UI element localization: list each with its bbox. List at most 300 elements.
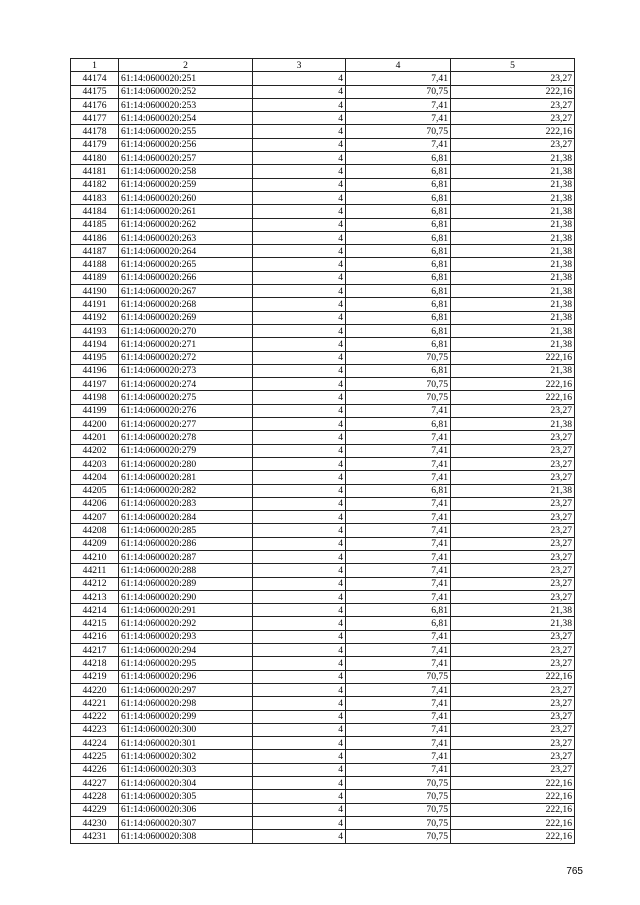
row-number-cell: 44201 bbox=[71, 431, 119, 444]
column-5-cell: 23,27 bbox=[451, 511, 575, 524]
table-row bbox=[71, 364, 575, 377]
table-row bbox=[71, 524, 575, 537]
column-3-cell: 4 bbox=[253, 205, 346, 218]
table-row bbox=[71, 85, 575, 98]
row-number-cell: 44175 bbox=[71, 85, 119, 98]
column-3-cell: 4 bbox=[253, 763, 346, 776]
column-header-3: 3 bbox=[253, 59, 346, 72]
cadastral-number-cell: 61:14:0600020:270 bbox=[119, 324, 253, 337]
table-row bbox=[71, 285, 575, 298]
table-row bbox=[71, 98, 575, 111]
cadastral-number-cell: 61:14:0600020:262 bbox=[119, 218, 253, 231]
cadastral-number-cell: 61:14:0600020:271 bbox=[119, 338, 253, 351]
table-row bbox=[71, 803, 575, 816]
column-3-cell: 4 bbox=[253, 471, 346, 484]
column-3-cell: 4 bbox=[253, 484, 346, 497]
column-3-cell: 4 bbox=[253, 165, 346, 178]
table-row bbox=[71, 590, 575, 603]
column-4-cell: 70,75 bbox=[346, 85, 451, 98]
column-4-cell: 70,75 bbox=[346, 830, 451, 843]
table-row bbox=[71, 112, 575, 125]
cadastral-number-cell: 61:14:0600020:300 bbox=[119, 723, 253, 736]
cadastral-number-cell: 61:14:0600020:292 bbox=[119, 617, 253, 630]
column-3-cell: 4 bbox=[253, 98, 346, 111]
row-number-cell: 44219 bbox=[71, 670, 119, 683]
column-5-cell: 21,38 bbox=[451, 484, 575, 497]
column-4-cell: 70,75 bbox=[346, 816, 451, 829]
column-4-cell: 7,41 bbox=[346, 763, 451, 776]
column-3-cell: 4 bbox=[253, 444, 346, 457]
column-5-cell: 23,27 bbox=[451, 750, 575, 763]
column-4-cell: 7,41 bbox=[346, 431, 451, 444]
cadastral-number-cell: 61:14:0600020:307 bbox=[119, 816, 253, 829]
row-number-cell: 44223 bbox=[71, 723, 119, 736]
column-5-cell: 23,27 bbox=[451, 723, 575, 736]
column-3-cell: 4 bbox=[253, 418, 346, 431]
row-number-cell: 44210 bbox=[71, 550, 119, 563]
column-5-cell: 23,27 bbox=[451, 644, 575, 657]
column-4-cell: 7,41 bbox=[346, 564, 451, 577]
column-4-cell: 7,41 bbox=[346, 112, 451, 125]
cadastral-number-cell: 61:14:0600020:276 bbox=[119, 404, 253, 417]
column-4-cell: 7,41 bbox=[346, 710, 451, 723]
table-row bbox=[71, 391, 575, 404]
row-number-cell: 44227 bbox=[71, 777, 119, 790]
column-4-cell: 7,41 bbox=[346, 444, 451, 457]
column-3-cell: 4 bbox=[253, 324, 346, 337]
row-number-cell: 44190 bbox=[71, 285, 119, 298]
table-row bbox=[71, 138, 575, 151]
cadastral-number-cell: 61:14:0600020:272 bbox=[119, 351, 253, 364]
cadastral-number-cell: 61:14:0600020:290 bbox=[119, 590, 253, 603]
table-row bbox=[71, 444, 575, 457]
column-5-cell: 21,38 bbox=[451, 324, 575, 337]
table-row bbox=[71, 511, 575, 524]
column-5-cell: 23,27 bbox=[451, 657, 575, 670]
table-row bbox=[71, 431, 575, 444]
column-4-cell: 7,41 bbox=[346, 511, 451, 524]
row-number-cell: 44225 bbox=[71, 750, 119, 763]
column-4-cell: 7,41 bbox=[346, 630, 451, 643]
column-4-cell: 6,81 bbox=[346, 231, 451, 244]
table-row bbox=[71, 790, 575, 803]
column-3-cell: 4 bbox=[253, 657, 346, 670]
column-3-cell: 4 bbox=[253, 777, 346, 790]
cadastral-number-cell: 61:14:0600020:302 bbox=[119, 750, 253, 763]
column-4-cell: 6,81 bbox=[346, 484, 451, 497]
column-4-cell: 6,81 bbox=[346, 271, 451, 284]
cadastral-number-cell: 61:14:0600020:258 bbox=[119, 165, 253, 178]
column-3-cell: 4 bbox=[253, 271, 346, 284]
column-5-cell: 222,16 bbox=[451, 125, 575, 138]
column-3-cell: 4 bbox=[253, 112, 346, 125]
column-4-cell: 7,41 bbox=[346, 590, 451, 603]
column-4-cell: 6,81 bbox=[346, 604, 451, 617]
column-4-cell: 7,41 bbox=[346, 737, 451, 750]
column-3-cell: 4 bbox=[253, 218, 346, 231]
row-number-cell: 44220 bbox=[71, 683, 119, 696]
row-number-cell: 44183 bbox=[71, 191, 119, 204]
table-row bbox=[71, 152, 575, 165]
row-number-cell: 44195 bbox=[71, 351, 119, 364]
cadastral-number-cell: 61:14:0600020:280 bbox=[119, 457, 253, 470]
column-5-cell: 23,27 bbox=[451, 457, 575, 470]
column-4-cell: 7,41 bbox=[346, 750, 451, 763]
table-row bbox=[71, 617, 575, 630]
column-4-cell: 7,41 bbox=[346, 138, 451, 151]
row-number-cell: 44218 bbox=[71, 657, 119, 670]
column-5-cell: 21,38 bbox=[451, 271, 575, 284]
column-4-cell: 70,75 bbox=[346, 670, 451, 683]
column-5-cell: 23,27 bbox=[451, 630, 575, 643]
cadastral-number-cell: 61:14:0600020:308 bbox=[119, 830, 253, 843]
cadastral-number-cell: 61:14:0600020:269 bbox=[119, 311, 253, 324]
column-5-cell: 21,38 bbox=[451, 165, 575, 178]
table-row bbox=[71, 750, 575, 763]
cadastral-number-cell: 61:14:0600020:286 bbox=[119, 537, 253, 550]
table-row bbox=[71, 644, 575, 657]
row-number-cell: 44198 bbox=[71, 391, 119, 404]
table-row bbox=[71, 404, 575, 417]
table-row bbox=[71, 338, 575, 351]
column-3-cell: 4 bbox=[253, 830, 346, 843]
column-3-cell: 4 bbox=[253, 524, 346, 537]
column-5-cell: 222,16 bbox=[451, 351, 575, 364]
table-row bbox=[71, 231, 575, 244]
column-4-cell: 70,75 bbox=[346, 391, 451, 404]
column-5-cell: 21,38 bbox=[451, 205, 575, 218]
column-3-cell: 4 bbox=[253, 710, 346, 723]
column-5-cell: 222,16 bbox=[451, 816, 575, 829]
row-number-cell: 44211 bbox=[71, 564, 119, 577]
column-3-cell: 4 bbox=[253, 644, 346, 657]
row-number-cell: 44179 bbox=[71, 138, 119, 151]
column-5-cell: 23,27 bbox=[451, 590, 575, 603]
table-row bbox=[71, 564, 575, 577]
column-3-cell: 4 bbox=[253, 258, 346, 271]
column-header-1: 1 bbox=[71, 59, 119, 72]
table-row bbox=[71, 351, 575, 364]
cadastral-number-cell: 61:14:0600020:299 bbox=[119, 710, 253, 723]
cadastral-number-cell: 61:14:0600020:287 bbox=[119, 550, 253, 563]
column-4-cell: 6,81 bbox=[346, 617, 451, 630]
table-row bbox=[71, 670, 575, 683]
cadastral-number-cell: 61:14:0600020:297 bbox=[119, 683, 253, 696]
column-4-cell: 7,41 bbox=[346, 404, 451, 417]
column-3-cell: 4 bbox=[253, 670, 346, 683]
row-number-cell: 44185 bbox=[71, 218, 119, 231]
column-3-cell: 4 bbox=[253, 391, 346, 404]
table-body bbox=[71, 72, 575, 843]
column-3-cell: 4 bbox=[253, 245, 346, 258]
row-number-cell: 44228 bbox=[71, 790, 119, 803]
column-3-cell: 4 bbox=[253, 431, 346, 444]
column-4-cell: 6,81 bbox=[346, 178, 451, 191]
column-5-cell: 222,16 bbox=[451, 777, 575, 790]
column-5-cell: 21,38 bbox=[451, 338, 575, 351]
column-5-cell: 21,38 bbox=[451, 311, 575, 324]
column-3-cell: 4 bbox=[253, 683, 346, 696]
row-number-cell: 44204 bbox=[71, 471, 119, 484]
column-4-cell: 70,75 bbox=[346, 777, 451, 790]
column-5-cell: 23,27 bbox=[451, 683, 575, 696]
cadastral-number-cell: 61:14:0600020:285 bbox=[119, 524, 253, 537]
column-5-cell: 23,27 bbox=[451, 550, 575, 563]
column-5-cell: 21,38 bbox=[451, 245, 575, 258]
table-row bbox=[71, 165, 575, 178]
column-3-cell: 4 bbox=[253, 351, 346, 364]
column-5-cell: 222,16 bbox=[451, 790, 575, 803]
column-5-cell: 23,27 bbox=[451, 537, 575, 550]
column-4-cell: 7,41 bbox=[346, 524, 451, 537]
column-5-cell: 23,27 bbox=[451, 497, 575, 510]
table-row bbox=[71, 125, 575, 138]
column-5-cell: 23,27 bbox=[451, 737, 575, 750]
cadastral-number-cell: 61:14:0600020:305 bbox=[119, 790, 253, 803]
row-number-cell: 44187 bbox=[71, 245, 119, 258]
column-4-cell: 6,81 bbox=[346, 324, 451, 337]
column-4-cell: 6,81 bbox=[346, 338, 451, 351]
column-4-cell: 7,41 bbox=[346, 550, 451, 563]
table-row bbox=[71, 311, 575, 324]
header-row bbox=[71, 59, 575, 72]
column-5-cell: 21,38 bbox=[451, 218, 575, 231]
row-number-cell: 44215 bbox=[71, 617, 119, 630]
cadastral-number-cell: 61:14:0600020:275 bbox=[119, 391, 253, 404]
cadastral-number-cell: 61:14:0600020:255 bbox=[119, 125, 253, 138]
cadastral-number-cell: 61:14:0600020:293 bbox=[119, 630, 253, 643]
column-4-cell: 6,81 bbox=[346, 245, 451, 258]
row-number-cell: 44193 bbox=[71, 324, 119, 337]
table-row bbox=[71, 723, 575, 736]
column-5-cell: 23,27 bbox=[451, 564, 575, 577]
column-4-cell: 7,41 bbox=[346, 497, 451, 510]
table-row bbox=[71, 683, 575, 696]
row-number-cell: 44208 bbox=[71, 524, 119, 537]
cadastral-number-cell: 61:14:0600020:257 bbox=[119, 152, 253, 165]
column-4-cell: 6,81 bbox=[346, 418, 451, 431]
column-4-cell: 7,41 bbox=[346, 577, 451, 590]
column-3-cell: 4 bbox=[253, 750, 346, 763]
table-row bbox=[71, 484, 575, 497]
column-5-cell: 23,27 bbox=[451, 112, 575, 125]
column-4-cell: 7,41 bbox=[346, 697, 451, 710]
table-row bbox=[71, 710, 575, 723]
row-number-cell: 44178 bbox=[71, 125, 119, 138]
cadastral-number-cell: 61:14:0600020:264 bbox=[119, 245, 253, 258]
row-number-cell: 44194 bbox=[71, 338, 119, 351]
cadastral-number-cell: 61:14:0600020:296 bbox=[119, 670, 253, 683]
table-row bbox=[71, 205, 575, 218]
cadastral-number-cell: 61:14:0600020:284 bbox=[119, 511, 253, 524]
column-4-cell: 7,41 bbox=[346, 471, 451, 484]
table-row bbox=[71, 72, 575, 85]
column-5-cell: 21,38 bbox=[451, 617, 575, 630]
table-row bbox=[71, 324, 575, 337]
column-5-cell: 23,27 bbox=[451, 138, 575, 151]
column-5-cell: 222,16 bbox=[451, 391, 575, 404]
table-row bbox=[71, 245, 575, 258]
row-number-cell: 44182 bbox=[71, 178, 119, 191]
column-5-cell: 21,38 bbox=[451, 258, 575, 271]
table-row bbox=[71, 777, 575, 790]
cadastral-number-cell: 61:14:0600020:288 bbox=[119, 564, 253, 577]
column-4-cell: 6,81 bbox=[346, 191, 451, 204]
table-row bbox=[71, 457, 575, 470]
column-4-cell: 7,41 bbox=[346, 98, 451, 111]
column-3-cell: 4 bbox=[253, 497, 346, 510]
column-3-cell: 4 bbox=[253, 577, 346, 590]
page-number: 765 bbox=[566, 866, 583, 877]
column-3-cell: 4 bbox=[253, 285, 346, 298]
row-number-cell: 44174 bbox=[71, 72, 119, 85]
cadastral-number-cell: 61:14:0600020:282 bbox=[119, 484, 253, 497]
column-3-cell: 4 bbox=[253, 790, 346, 803]
row-number-cell: 44203 bbox=[71, 457, 119, 470]
table-row bbox=[71, 378, 575, 391]
cadastral-number-cell: 61:14:0600020:266 bbox=[119, 271, 253, 284]
column-4-cell: 7,41 bbox=[346, 723, 451, 736]
table-row bbox=[71, 471, 575, 484]
table-row bbox=[71, 418, 575, 431]
cadastral-number-cell: 61:14:0600020:278 bbox=[119, 431, 253, 444]
column-3-cell: 4 bbox=[253, 511, 346, 524]
table-row bbox=[71, 298, 575, 311]
column-4-cell: 6,81 bbox=[346, 298, 451, 311]
cadastral-number-cell: 61:14:0600020:267 bbox=[119, 285, 253, 298]
column-4-cell: 6,81 bbox=[346, 258, 451, 271]
table-row bbox=[71, 271, 575, 284]
cadastral-number-cell: 61:14:0600020:274 bbox=[119, 378, 253, 391]
column-3-cell: 4 bbox=[253, 816, 346, 829]
data-table bbox=[70, 58, 575, 844]
cadastral-number-cell: 61:14:0600020:265 bbox=[119, 258, 253, 271]
column-3-cell: 4 bbox=[253, 537, 346, 550]
column-5-cell: 21,38 bbox=[451, 191, 575, 204]
row-number-cell: 44199 bbox=[71, 404, 119, 417]
table-row bbox=[71, 191, 575, 204]
row-number-cell: 44192 bbox=[71, 311, 119, 324]
column-3-cell: 4 bbox=[253, 404, 346, 417]
column-3-cell: 4 bbox=[253, 178, 346, 191]
column-4-cell: 70,75 bbox=[346, 803, 451, 816]
row-number-cell: 44212 bbox=[71, 577, 119, 590]
table-row bbox=[71, 258, 575, 271]
column-3-cell: 4 bbox=[253, 298, 346, 311]
column-3-cell: 4 bbox=[253, 630, 346, 643]
cadastral-number-cell: 61:14:0600020:279 bbox=[119, 444, 253, 457]
row-number-cell: 44222 bbox=[71, 710, 119, 723]
row-number-cell: 44176 bbox=[71, 98, 119, 111]
row-number-cell: 44216 bbox=[71, 630, 119, 643]
column-3-cell: 4 bbox=[253, 803, 346, 816]
row-number-cell: 44177 bbox=[71, 112, 119, 125]
table-row bbox=[71, 657, 575, 670]
column-5-cell: 21,38 bbox=[451, 604, 575, 617]
column-5-cell: 21,38 bbox=[451, 231, 575, 244]
table-row bbox=[71, 830, 575, 843]
column-header-5: 5 bbox=[451, 59, 575, 72]
column-3-cell: 4 bbox=[253, 311, 346, 324]
cadastral-number-cell: 61:14:0600020:298 bbox=[119, 697, 253, 710]
column-5-cell: 222,16 bbox=[451, 830, 575, 843]
column-5-cell: 23,27 bbox=[451, 577, 575, 590]
column-4-cell: 6,81 bbox=[346, 152, 451, 165]
cadastral-number-cell: 61:14:0600020:291 bbox=[119, 604, 253, 617]
column-5-cell: 21,38 bbox=[451, 418, 575, 431]
column-3-cell: 4 bbox=[253, 152, 346, 165]
cadastral-number-cell: 61:14:0600020:289 bbox=[119, 577, 253, 590]
column-5-cell: 23,27 bbox=[451, 404, 575, 417]
row-number-cell: 44207 bbox=[71, 511, 119, 524]
cadastral-number-cell: 61:14:0600020:251 bbox=[119, 72, 253, 85]
row-number-cell: 44180 bbox=[71, 152, 119, 165]
column-5-cell: 222,16 bbox=[451, 378, 575, 391]
row-number-cell: 44197 bbox=[71, 378, 119, 391]
row-number-cell: 44229 bbox=[71, 803, 119, 816]
column-5-cell: 23,27 bbox=[451, 72, 575, 85]
row-number-cell: 44191 bbox=[71, 298, 119, 311]
column-5-cell: 222,16 bbox=[451, 803, 575, 816]
column-4-cell: 7,41 bbox=[346, 537, 451, 550]
cadastral-number-cell: 61:14:0600020:252 bbox=[119, 85, 253, 98]
column-3-cell: 4 bbox=[253, 72, 346, 85]
row-number-cell: 44181 bbox=[71, 165, 119, 178]
column-5-cell: 21,38 bbox=[451, 285, 575, 298]
row-number-cell: 44226 bbox=[71, 763, 119, 776]
table-row bbox=[71, 697, 575, 710]
cadastral-number-cell: 61:14:0600020:306 bbox=[119, 803, 253, 816]
column-4-cell: 7,41 bbox=[346, 457, 451, 470]
column-3-cell: 4 bbox=[253, 604, 346, 617]
row-number-cell: 44217 bbox=[71, 644, 119, 657]
table-row bbox=[71, 577, 575, 590]
table-row bbox=[71, 178, 575, 191]
column-4-cell: 6,81 bbox=[346, 285, 451, 298]
column-5-cell: 23,27 bbox=[451, 471, 575, 484]
column-4-cell: 7,41 bbox=[346, 644, 451, 657]
row-number-cell: 44188 bbox=[71, 258, 119, 271]
table-row bbox=[71, 604, 575, 617]
cadastral-number-cell: 61:14:0600020:304 bbox=[119, 777, 253, 790]
column-3-cell: 4 bbox=[253, 338, 346, 351]
column-3-cell: 4 bbox=[253, 590, 346, 603]
column-5-cell: 21,38 bbox=[451, 152, 575, 165]
row-number-cell: 44202 bbox=[71, 444, 119, 457]
cadastral-number-cell: 61:14:0600020:254 bbox=[119, 112, 253, 125]
cadastral-number-cell: 61:14:0600020:253 bbox=[119, 98, 253, 111]
cadastral-number-cell: 61:14:0600020:301 bbox=[119, 737, 253, 750]
row-number-cell: 44224 bbox=[71, 737, 119, 750]
cadastral-number-cell: 61:14:0600020:260 bbox=[119, 191, 253, 204]
column-3-cell: 4 bbox=[253, 617, 346, 630]
column-4-cell: 70,75 bbox=[346, 790, 451, 803]
row-number-cell: 44196 bbox=[71, 364, 119, 377]
column-5-cell: 23,27 bbox=[451, 431, 575, 444]
column-5-cell: 23,27 bbox=[451, 98, 575, 111]
cadastral-number-cell: 61:14:0600020:303 bbox=[119, 763, 253, 776]
column-3-cell: 4 bbox=[253, 457, 346, 470]
cadastral-number-cell: 61:14:0600020:273 bbox=[119, 364, 253, 377]
column-3-cell: 4 bbox=[253, 723, 346, 736]
row-number-cell: 44209 bbox=[71, 537, 119, 550]
column-3-cell: 4 bbox=[253, 85, 346, 98]
row-number-cell: 44205 bbox=[71, 484, 119, 497]
column-header-2: 2 bbox=[119, 59, 253, 72]
row-number-cell: 44184 bbox=[71, 205, 119, 218]
row-number-cell: 44200 bbox=[71, 418, 119, 431]
column-5-cell: 21,38 bbox=[451, 298, 575, 311]
